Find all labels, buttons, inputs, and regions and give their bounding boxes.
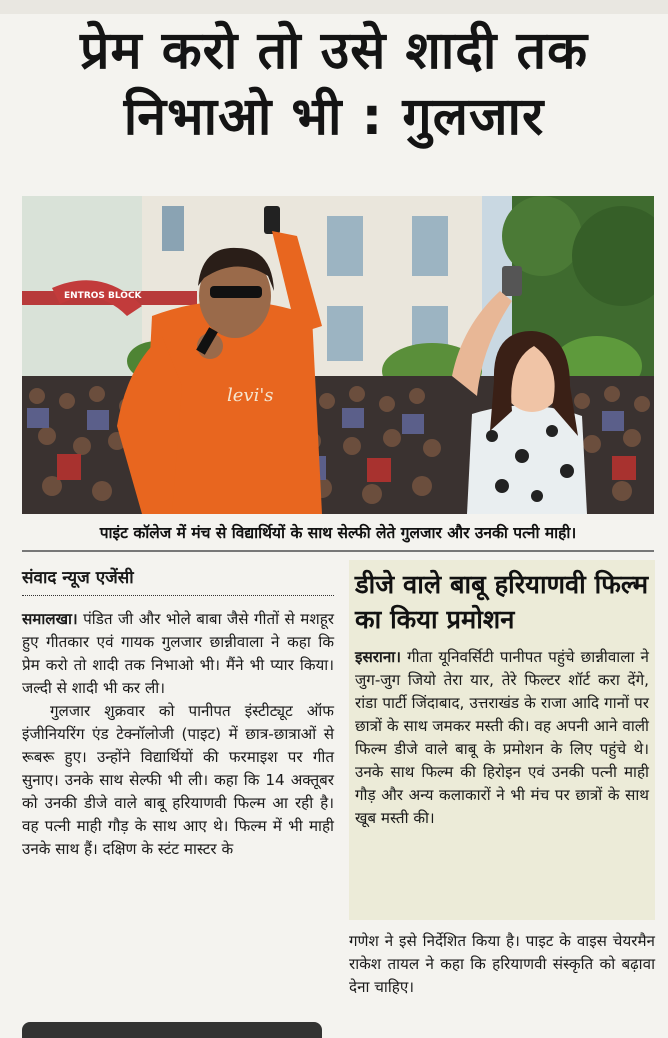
sidebar-heading: डीजे वाले बाबू हरियाणवी फिल्म का किया प्रमोशन xyxy=(355,570,649,635)
dateline: समालखा। xyxy=(22,610,78,628)
main-article-column xyxy=(22,565,334,861)
headline xyxy=(10,18,658,150)
shirt-logo-text: levi's xyxy=(227,385,274,406)
article-paragraph-2: गुलजार शुक्रवार को पानीपत इंस्टीट्यूट ऑफ इंजीनियरिंग एंड टेक्नॉलोजी (पाइट) में छात्र-छात्राओं से रूबरू हुए। उन्होंने विद्यार्थियों की फरमाइश पर गीत सुनाए। उनके साथ सेल्फी भी ली। कहा कि 14 अक्तूबर को उनकी डीजे वाले बाबू हरियाणवी फिल्म आ रही है। वह पत्नी माही गौड़ के साथ आए थे। फिल्म में भी माही उनके साथ हैं। दक्षिण के स्टंट मास्टर के xyxy=(22,702,334,858)
photo-caption: पाइंट कॉलेज में मंच से विद्यार्थियों के साथ सेल्फी लेते गुलजार और उनकी पत्नी माही। xyxy=(99,524,577,542)
article-continuation: गणेश ने इसे निर्देशित किया है। पाइट के वाइस चेयरमैन राकेश तायल ने कहा कि हरियाणवी संस्कृति को बढ़ावा देना चाहिए। xyxy=(349,932,655,996)
byline: संवाद न्यूज एजेंसी xyxy=(22,565,334,596)
divider-line xyxy=(22,550,654,552)
article-paragraph-1 xyxy=(22,608,334,700)
news-photo xyxy=(22,196,654,514)
sidebar-paragraph-text: गीता यूनिवर्सिटी पानीपत पहुंचे छान्नीवाला ने जुग-जुग जियो तेरा यार, तेरे फिल्टर शॉर्ट करा देंगे, रांडा पार्टी जिंदाबाद, उत्तराखंड के राजा आदि गानों पर छात्रों के साथ जमकर मस्ती की। वह अपनी आने वाली फिल्म डीजे वाले बाबू के प्रमोशन के लिए पहुंचे थे। उनके साथ फिल्म की हिरोइन एवं उनकी पत्नी माही गौड़ और अन्य कलाकारों ने भी मंच पर छात्रों के साथ खूब मस्ती की। xyxy=(355,648,649,827)
building-sign-text: ENTROS BLOCK xyxy=(64,291,142,301)
selfie-scene-image xyxy=(22,196,654,514)
headline-line-1: प्रेम करो तो उसे शादी तक xyxy=(79,21,589,81)
sidebar-paragraph xyxy=(355,646,655,830)
article-paragraph-1-text: पंडित जी और भोले बाबा जैसे गीतों से मशहूर हुए गीतकार एवं गायक गुलजार छान्नीवाला ने कहा कि प्रेम करो तो शादी तक निभाओ भी। मैंने भी प्यार किया। जल्दी से शादी भी कर ली। xyxy=(22,610,334,697)
sidebar-box xyxy=(349,560,655,920)
sidebar-dateline: इसराना। xyxy=(355,648,401,666)
previous-article-strip xyxy=(0,0,668,14)
next-headline-cutoff xyxy=(22,1022,322,1038)
headline-line-2: निभाओ भी : गुलजार xyxy=(123,87,545,147)
